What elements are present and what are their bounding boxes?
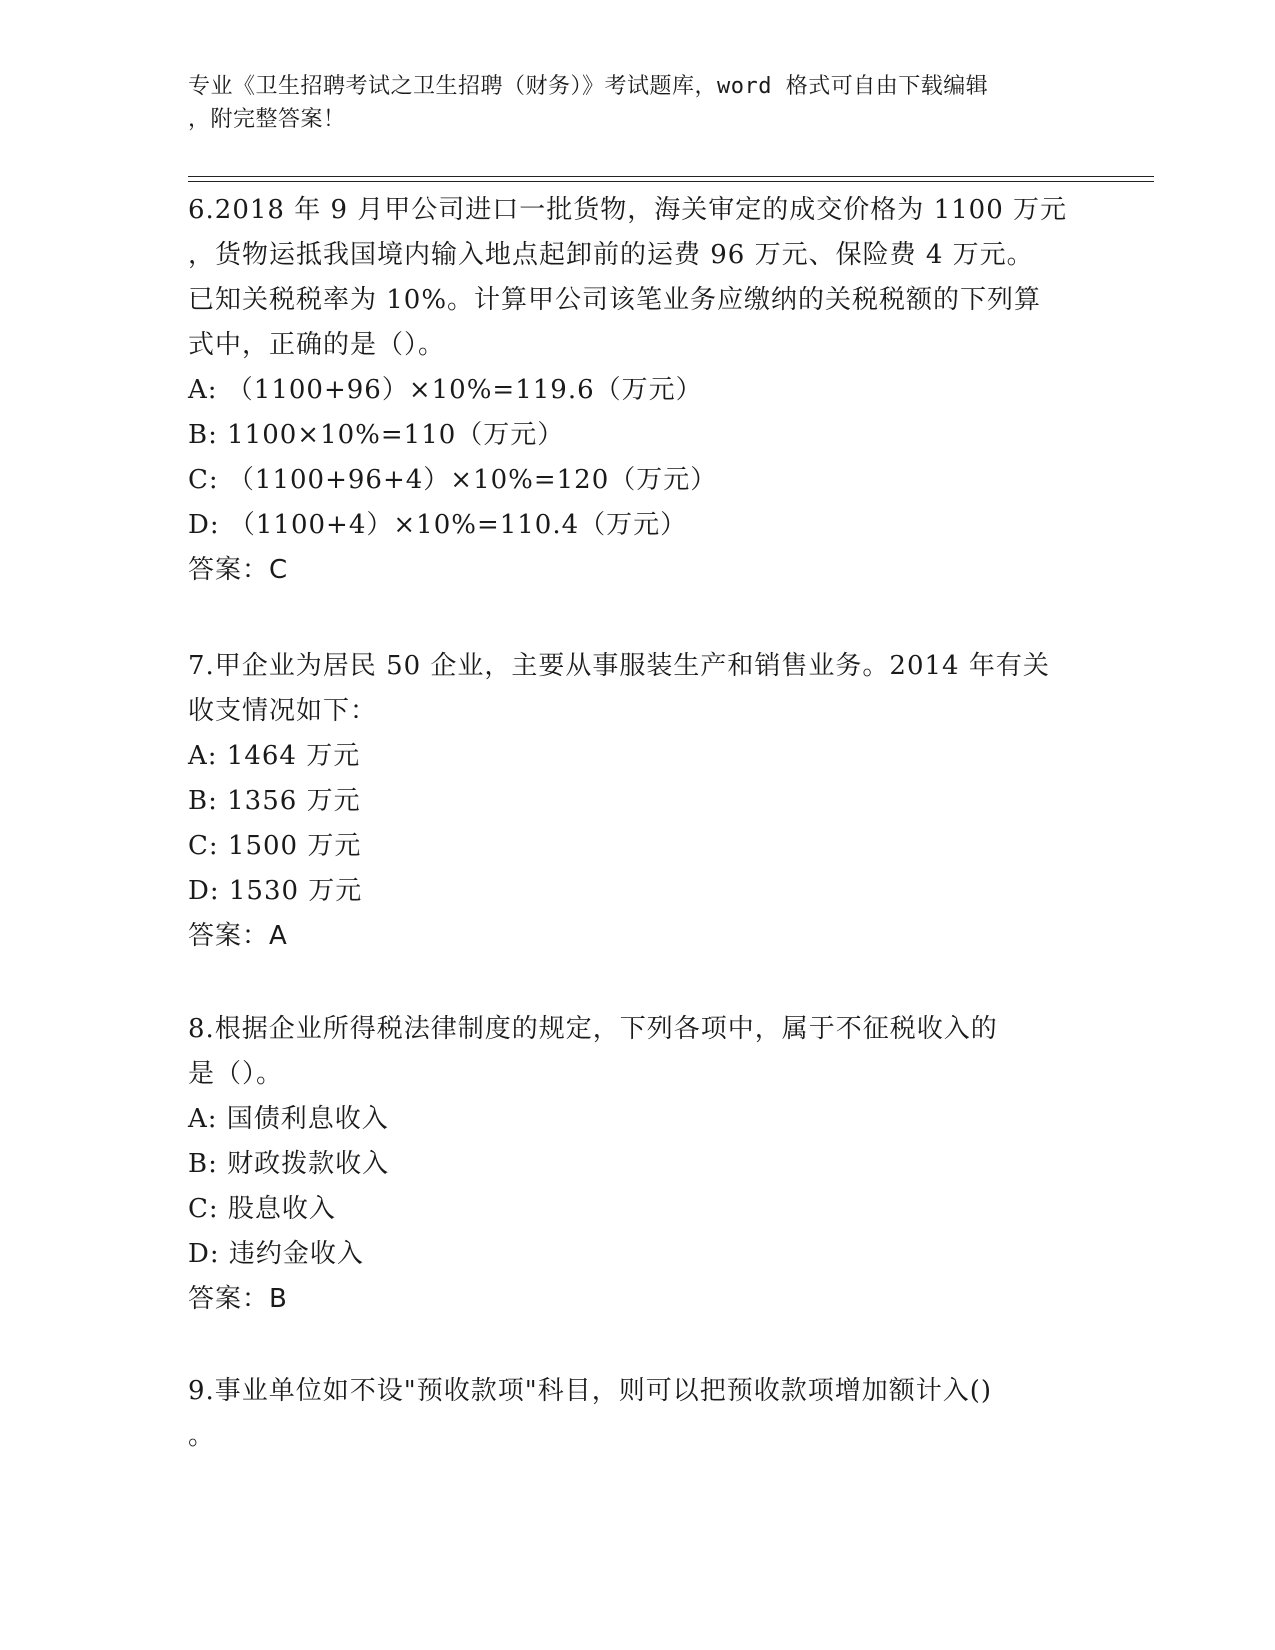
- option-d: D: （1100+4）×10%=110.4（万元）: [188, 510, 688, 540]
- question-stem-line: 已知关税税率为 10%。计算甲公司该笔业务应缴纳的关税税额的下列算: [188, 285, 1042, 315]
- header-divider: [188, 176, 1154, 177]
- option-b: B: 财政拨款收入: [188, 1149, 390, 1179]
- option-c: C: （1100+96+4）×10%=120（万元）: [188, 465, 718, 495]
- option-d: D: 违约金收入: [188, 1239, 364, 1269]
- option-b: B: 1356 万元: [188, 786, 361, 816]
- question-stem-line: ，货物运抵我国境内输入地点起卸前的运费 96 万元、保险费 4 万元。: [188, 240, 1034, 270]
- header-title-line-2: ，附完整答案！: [188, 107, 346, 132]
- question-6: [188, 188, 1088, 593]
- answer: 答案：C: [188, 555, 289, 585]
- question-stem-line: 6.2018 年 9 月甲公司进口一批货物，海关审定的成交价格为 1100 万元: [188, 195, 1068, 225]
- question-9: [188, 1369, 1088, 1459]
- answer: 答案：B: [188, 1284, 288, 1314]
- question-stem-line: 7.甲企业为居民 50 企业，主要从事服装生产和销售业务。2014 年有关: [188, 651, 1050, 681]
- question-stem-line: 9.事业单位如不设"预收款项"科目，则可以把预收款项增加额计入(): [188, 1376, 993, 1406]
- document-header: [188, 70, 1068, 136]
- question-stem-line: 是（）。: [188, 1059, 284, 1089]
- header-title-line-1: 专业《卫生招聘考试之卫生招聘（财务）》考试题库，word 格式可自由下载编辑: [188, 74, 989, 99]
- option-a: A: 1464 万元: [188, 741, 361, 771]
- answer: 答案：A: [188, 921, 288, 951]
- question-stem-line: 。: [188, 1421, 216, 1451]
- question-7: [188, 644, 1088, 959]
- question-stem-line: 8.根据企业所得税法律制度的规定，下列各项中，属于不征税收入的: [188, 1014, 998, 1044]
- option-c: C: 1500 万元: [188, 831, 362, 861]
- option-a: A: （1100+96）×10%=119.6（万元）: [188, 375, 703, 405]
- option-c: C: 股息收入: [188, 1194, 336, 1224]
- question-8: [188, 1007, 1088, 1322]
- option-d: D: 1530 万元: [188, 876, 363, 906]
- question-stem-line: 式中，正确的是（）。: [188, 330, 446, 360]
- question-stem-line: 收支情况如下：: [188, 696, 378, 726]
- header-divider: [188, 181, 1154, 182]
- option-b: B: 1100×10%=110（万元）: [188, 420, 565, 450]
- option-a: A: 国债利息收入: [188, 1104, 389, 1134]
